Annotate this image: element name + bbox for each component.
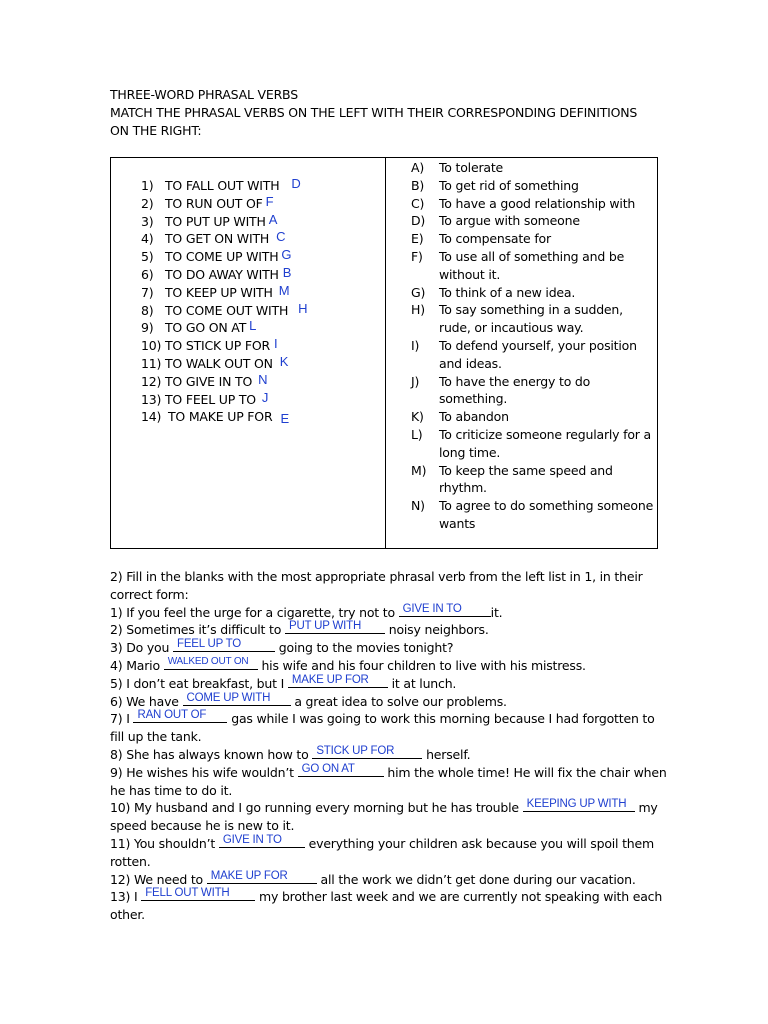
answer-blank	[207, 871, 317, 884]
definition-text: To use all of something and be without it.	[439, 248, 625, 282]
handwritten-answer: B	[282, 264, 292, 280]
definition-item	[411, 230, 655, 248]
sentence-text: it at lunch.	[387, 675, 457, 691]
fill-sentence	[110, 710, 670, 746]
answer-blank	[164, 657, 258, 670]
fill-sentence	[110, 639, 670, 657]
sentence-text: 3) Do you	[110, 640, 173, 656]
definition-item	[411, 497, 655, 533]
handwritten-answer: STICK UP FOR	[316, 744, 395, 757]
definition-item	[411, 212, 655, 230]
answer-blank	[288, 675, 388, 688]
phrasal-verb-item	[141, 302, 381, 320]
handwritten-answer: GO ON AT	[301, 762, 355, 775]
definition-text: To criticize someone regularly for a long time.	[439, 426, 651, 460]
definition-item	[411, 159, 655, 177]
item-number: 10)	[141, 338, 162, 354]
handwritten-answer: GIVE IN TO	[222, 833, 282, 846]
sentence-text: 4) Mario	[110, 657, 164, 673]
phrasal-verb-item	[141, 266, 381, 284]
definition-letter: E)	[411, 231, 424, 247]
fill-sentence	[110, 675, 670, 693]
fill-sentence	[110, 693, 670, 711]
definition-item	[411, 177, 655, 195]
phrasal-verb: TO GET ON WITH	[165, 231, 270, 247]
handwritten-answer: J	[261, 389, 269, 405]
phrasal-verb-item	[141, 195, 381, 213]
phrasal-verb: TO KEEP UP WITH	[165, 284, 273, 300]
sentence-text: everything your children ask because you will spoil them rotten.	[110, 835, 654, 869]
definition-item	[411, 462, 655, 498]
phrasal-verb-item	[141, 319, 381, 337]
definition-letter: C)	[411, 195, 425, 211]
phrasal-verb: TO FALL OUT WITH	[165, 178, 280, 193]
phrasal-verb-item	[141, 373, 381, 391]
handwritten-answer: MAKE UP FOR	[291, 673, 369, 686]
handwritten-answer: GIVE IN TO	[402, 602, 462, 615]
handwritten-answer: L	[249, 318, 257, 334]
definition-item	[411, 284, 655, 302]
fill-sentence	[110, 746, 670, 764]
phrasal-verb-item	[141, 284, 381, 302]
fill-sentence	[110, 621, 670, 639]
fill-in-instructions: 2) Fill in the blanks with the most appropriate phrasal verb from the left list in 1, in their correct form:	[110, 569, 643, 602]
fill-sentence	[110, 835, 670, 871]
handwritten-answer: G	[281, 247, 292, 263]
sentence-text: a great idea to solve our problems.	[290, 693, 507, 709]
phrasal-verb: TO WALK OUT ON	[165, 355, 273, 371]
answer-blank	[523, 799, 635, 812]
definition-item	[411, 301, 655, 337]
definition-letter: L)	[411, 426, 423, 442]
answer-blank	[285, 621, 385, 634]
sentence-text: all the work we didn’t get done during our vacation.	[316, 871, 636, 887]
sentence-text: my speed because he is new to it.	[110, 800, 658, 834]
handwritten-answer: A	[268, 211, 278, 227]
fill-sentence	[110, 799, 670, 835]
item-number: 12)	[141, 373, 162, 389]
definition-letter: I)	[411, 337, 420, 353]
handwritten-answer: E	[280, 411, 289, 427]
handwritten-answer: K	[279, 353, 289, 369]
answer-blank	[133, 710, 227, 723]
handwritten-answer: F	[265, 193, 274, 209]
sentence-text: my brother last week and we are currently not speaking with each other.	[110, 889, 663, 923]
item-number: 4)	[141, 231, 154, 247]
phrasal-verb: TO GO ON AT	[165, 320, 247, 336]
item-number: 14)	[141, 409, 162, 425]
sentence-text: 12) We need to	[110, 871, 207, 887]
definition-letter: N)	[411, 498, 425, 514]
phrasal-verb-item	[141, 337, 381, 355]
table-divider	[385, 158, 386, 548]
phrasal-verb: TO RUN OUT OF	[165, 195, 263, 211]
phrasal-verb: TO COME UP WITH	[165, 249, 279, 265]
phrasal-verb-item	[141, 391, 381, 409]
item-number: 5)	[141, 249, 154, 265]
sentence-text: 5) I don’t eat breakfast, but I	[110, 675, 288, 691]
matching-table	[110, 157, 658, 549]
phrasal-verb-item	[141, 230, 381, 248]
definition-letter: B)	[411, 177, 425, 193]
definition-letter: J)	[411, 373, 420, 389]
definition-item	[411, 408, 655, 426]
definition-text: To agree to do something someone wants	[439, 498, 654, 531]
instruction-line-2: ON THE RIGHT:	[110, 123, 202, 138]
handwritten-answer: FELL OUT WITH	[145, 887, 230, 900]
definition-text: To defend yourself, your position and ideas.	[439, 337, 637, 371]
fill-sentence	[110, 871, 670, 889]
definition-letter: A)	[411, 160, 425, 175]
worksheet-title: THREE-WORD PHRASAL VERBS	[110, 87, 298, 102]
handwritten-answer: H	[298, 300, 308, 316]
fill-sentence	[110, 604, 670, 622]
definition-text: To have a good relationship with	[439, 195, 636, 211]
answer-blank	[312, 746, 422, 759]
phrasal-verb: TO DO AWAY WITH	[165, 266, 279, 282]
sentence-text: 7) I	[110, 711, 134, 727]
definition-text: To compensate for	[439, 231, 551, 247]
phrasal-verb: TO MAKE UP FOR	[168, 409, 273, 425]
instruction-line-1: MATCH THE PHRASAL VERBS ON THE LEFT WITH THEIR CORRESPONDING DEFINITIONS	[110, 105, 638, 120]
definition-item	[411, 337, 655, 373]
handwritten-answer: I	[273, 336, 278, 352]
sentence-text: herself.	[422, 746, 471, 762]
definition-text: To say something in a sudden, rude, or incautious way.	[439, 302, 623, 336]
answer-blank	[298, 764, 384, 777]
answer-blank	[141, 888, 255, 901]
handwritten-answer: KEEPING UP WITH	[526, 798, 627, 811]
handwritten-answer: M	[278, 282, 290, 298]
sentence-text: 13) I	[110, 889, 142, 905]
handwritten-answer: C	[276, 229, 286, 245]
phrasal-verb: TO FEEL UP TO	[165, 391, 256, 407]
handwritten-answer: MAKE UP FOR	[210, 869, 288, 882]
fill-in-section	[110, 568, 670, 924]
item-number: 9)	[141, 320, 154, 336]
sentence-text: his wife and his four children to live with his mistress.	[257, 657, 586, 673]
item-number: 3)	[141, 213, 154, 229]
answer-blank	[183, 693, 291, 706]
definition-item	[411, 426, 655, 462]
answer-blank	[399, 604, 491, 617]
fill-sentence	[110, 657, 670, 675]
item-number: 2)	[141, 195, 154, 211]
sentence-text: noisy neighbors.	[384, 622, 489, 638]
handwritten-answer: WALKED OUT ON	[167, 655, 249, 667]
phrasal-verb: TO PUT UP WITH	[165, 213, 266, 229]
handwritten-answer: RAN OUT OF	[137, 709, 207, 722]
fill-sentence	[110, 764, 670, 800]
sentence-text: 8) She has always known how to	[110, 746, 313, 762]
phrasal-verb: TO COME OUT WITH	[165, 302, 289, 318]
definition-text: To argue with someone	[439, 213, 580, 229]
sentence-text: 10) My husband and I go running every morning but he has trouble	[110, 800, 523, 816]
handwritten-answer: COME UP WITH	[186, 691, 271, 704]
sentence-text: 9) He wishes his wife wouldn’t	[110, 764, 298, 780]
definition-letter: G)	[411, 284, 426, 300]
phrasal-verb-item	[141, 355, 381, 373]
sentence-text: gas while I was going to work this morning because I had forgotten to fill up the tank.	[110, 711, 655, 745]
definition-text: To have the energy to do something.	[439, 373, 591, 407]
sentence-text: 6) We have	[110, 693, 183, 709]
definition-item	[411, 248, 655, 284]
definition-letter: D)	[411, 213, 426, 229]
phrasal-verb-item	[141, 177, 381, 195]
definition-text: To think of a new idea.	[439, 284, 576, 300]
handwritten-answer: N	[258, 371, 268, 387]
sentence-text: 1) If you feel the urge for a cigarette, try not to	[110, 604, 399, 620]
phrasal-verb-item	[141, 213, 381, 231]
item-number: 13)	[141, 391, 162, 407]
sentence-text: 2) Sometimes it’s difficult to	[110, 622, 285, 638]
definition-letter: M)	[411, 462, 427, 478]
definitions-list	[411, 159, 655, 533]
item-number: 8)	[141, 302, 154, 318]
item-number: 7)	[141, 284, 154, 300]
phrasal-verb-item	[141, 248, 381, 266]
handwritten-answer: FEEL UP TO	[177, 638, 242, 651]
handwritten-answer: D	[291, 176, 301, 191]
definition-letter: F)	[411, 248, 423, 264]
item-number: 1)	[141, 178, 154, 193]
phrasal-verb-item	[141, 408, 381, 426]
phrasal-verb: TO GIVE IN TO	[165, 373, 253, 389]
item-number: 6)	[141, 266, 154, 282]
definition-letter: H)	[411, 302, 425, 318]
phrasal-verb: TO STICK UP FOR	[165, 338, 270, 354]
sentence-text: 11) You shouldn’t	[110, 835, 219, 851]
worksheet-heading	[110, 86, 670, 140]
item-number: 11)	[141, 355, 162, 371]
definition-text: To tolerate	[439, 160, 504, 175]
fill-sentence	[110, 888, 670, 924]
sentence-text: it.	[490, 604, 503, 620]
definition-letter: K)	[411, 409, 424, 425]
phrasal-verb-list	[141, 177, 381, 426]
sentence-text: going to the movies tonight?	[275, 640, 454, 656]
definition-item	[411, 195, 655, 213]
definition-text: To keep the same speed and rhythm.	[439, 462, 613, 496]
sentence-text: him the whole time! He will fix the chair when he has time to do it.	[110, 764, 667, 798]
answer-blank	[173, 639, 275, 652]
answer-blank	[219, 835, 305, 848]
handwritten-answer: PUT UP WITH	[288, 620, 362, 633]
definition-text: To get rid of something	[439, 177, 579, 193]
definition-text: To abandon	[439, 409, 509, 425]
definition-item	[411, 373, 655, 409]
